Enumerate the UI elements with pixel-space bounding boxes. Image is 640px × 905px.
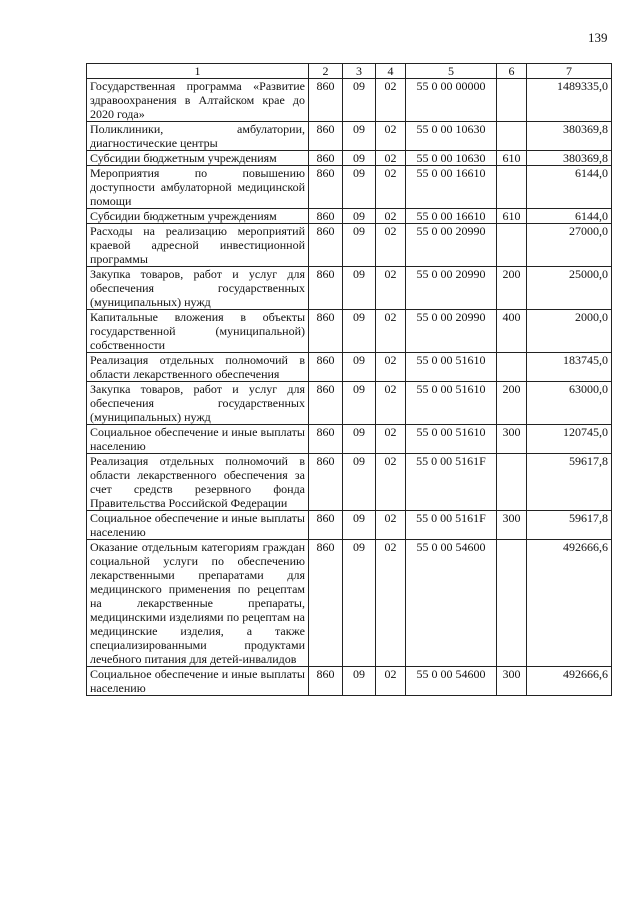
target-article-code: 55 0 00 20990 bbox=[406, 310, 497, 353]
target-article-code: 55 0 00 16610 bbox=[406, 209, 497, 224]
department-code: 860 bbox=[309, 425, 343, 454]
target-article-code: 55 0 00 10630 bbox=[406, 151, 497, 166]
subsection-code: 02 bbox=[376, 511, 406, 540]
target-article-code: 55 0 00 51610 bbox=[406, 382, 497, 425]
section-code: 09 bbox=[343, 540, 376, 667]
expense-type-code: 300 bbox=[497, 667, 527, 696]
amount: 63000,0 bbox=[527, 382, 612, 425]
table-row bbox=[87, 79, 612, 122]
expense-name: Реализация отдельных полномочий в области лекарственного обеспечения за счет средств резервного фонда Правительства Российской Федерации bbox=[87, 454, 309, 511]
section-code: 09 bbox=[343, 511, 376, 540]
expense-type-code: 610 bbox=[497, 151, 527, 166]
expense-name: Социальное обеспечение и иные выплаты населению bbox=[87, 667, 309, 696]
amount: 6144,0 bbox=[527, 166, 612, 209]
header-cell: 3 bbox=[343, 64, 376, 79]
target-article-code: 55 0 00 20990 bbox=[406, 267, 497, 310]
expense-name: Закупка товаров, работ и услуг для обеспечения государственных (муниципальных) нужд bbox=[87, 382, 309, 425]
expense-name: Поликлиники, амбулатории, диагностические центры bbox=[87, 122, 309, 151]
target-article-code: 55 0 00 00000 bbox=[406, 79, 497, 122]
amount: 1489335,0 bbox=[527, 79, 612, 122]
expense-name: Государственная программа «Развитие здравоохранения в Алтайском крае до 2020 года» bbox=[87, 79, 309, 122]
section-code: 09 bbox=[343, 224, 376, 267]
amount: 6144,0 bbox=[527, 209, 612, 224]
table-row bbox=[87, 511, 612, 540]
header-cell: 5 bbox=[406, 64, 497, 79]
subsection-code: 02 bbox=[376, 667, 406, 696]
expense-type-code: 300 bbox=[497, 425, 527, 454]
expense-type-code bbox=[497, 79, 527, 122]
expense-name: Социальное обеспечение и иные выплаты населению bbox=[87, 425, 309, 454]
table-row bbox=[87, 353, 612, 382]
subsection-code: 02 bbox=[376, 79, 406, 122]
table-row bbox=[87, 151, 612, 166]
header-cell: 2 bbox=[309, 64, 343, 79]
section-code: 09 bbox=[343, 425, 376, 454]
section-code: 09 bbox=[343, 209, 376, 224]
expense-type-code bbox=[497, 454, 527, 511]
department-code: 860 bbox=[309, 166, 343, 209]
subsection-code: 02 bbox=[376, 540, 406, 667]
expense-type-code bbox=[497, 224, 527, 267]
expense-name: Субсидии бюджетным учреждениям bbox=[87, 209, 309, 224]
subsection-code: 02 bbox=[376, 122, 406, 151]
department-code: 860 bbox=[309, 382, 343, 425]
expense-name: Закупка товаров, работ и услуг для обеспечения государственных (муниципальных) нужд bbox=[87, 267, 309, 310]
target-article-code: 55 0 00 51610 bbox=[406, 353, 497, 382]
section-code: 09 bbox=[343, 267, 376, 310]
expense-name: Капитальные вложения в объекты государственной (муниципальной) собственности bbox=[87, 310, 309, 353]
amount: 492666,6 bbox=[527, 667, 612, 696]
subsection-code: 02 bbox=[376, 382, 406, 425]
department-code: 860 bbox=[309, 310, 343, 353]
section-code: 09 bbox=[343, 122, 376, 151]
subsection-code: 02 bbox=[376, 425, 406, 454]
department-code: 860 bbox=[309, 151, 343, 166]
subsection-code: 02 bbox=[376, 310, 406, 353]
target-article-code: 55 0 00 54600 bbox=[406, 540, 497, 667]
expense-type-code: 200 bbox=[497, 267, 527, 310]
header-row bbox=[87, 64, 612, 79]
subsection-code: 02 bbox=[376, 267, 406, 310]
target-article-code: 55 0 00 20990 bbox=[406, 224, 497, 267]
expense-type-code bbox=[497, 166, 527, 209]
expense-type-code bbox=[497, 540, 527, 667]
section-code: 09 bbox=[343, 667, 376, 696]
table-row bbox=[87, 425, 612, 454]
amount: 2000,0 bbox=[527, 310, 612, 353]
amount: 120745,0 bbox=[527, 425, 612, 454]
amount: 25000,0 bbox=[527, 267, 612, 310]
amount: 183745,0 bbox=[527, 353, 612, 382]
expense-type-code: 200 bbox=[497, 382, 527, 425]
target-article-code: 55 0 00 51610 bbox=[406, 425, 497, 454]
expense-name: Мероприятия по повышению доступности амбулаторной медицинской помощи bbox=[87, 166, 309, 209]
subsection-code: 02 bbox=[376, 353, 406, 382]
section-code: 09 bbox=[343, 382, 376, 425]
section-code: 09 bbox=[343, 454, 376, 511]
table-row bbox=[87, 267, 612, 310]
department-code: 860 bbox=[309, 79, 343, 122]
amount: 380369,8 bbox=[527, 122, 612, 151]
department-code: 860 bbox=[309, 667, 343, 696]
target-article-code: 55 0 00 5161F bbox=[406, 454, 497, 511]
department-code: 860 bbox=[309, 353, 343, 382]
table-row bbox=[87, 224, 612, 267]
expense-type-code: 400 bbox=[497, 310, 527, 353]
department-code: 860 bbox=[309, 122, 343, 151]
expense-type-code bbox=[497, 353, 527, 382]
amount: 27000,0 bbox=[527, 224, 612, 267]
table-row bbox=[87, 382, 612, 425]
expense-type-code: 610 bbox=[497, 209, 527, 224]
target-article-code: 55 0 00 54600 bbox=[406, 667, 497, 696]
target-article-code: 55 0 00 5161F bbox=[406, 511, 497, 540]
expense-name: Социальное обеспечение и иные выплаты населению bbox=[87, 511, 309, 540]
target-article-code: 55 0 00 10630 bbox=[406, 122, 497, 151]
expense-name: Реализация отдельных полномочий в области лекарственного обеспечения bbox=[87, 353, 309, 382]
table-row bbox=[87, 667, 612, 696]
header-cell: 7 bbox=[527, 64, 612, 79]
department-code: 860 bbox=[309, 454, 343, 511]
amount: 380369,8 bbox=[527, 151, 612, 166]
amount: 59617,8 bbox=[527, 511, 612, 540]
subsection-code: 02 bbox=[376, 454, 406, 511]
section-code: 09 bbox=[343, 79, 376, 122]
table-row bbox=[87, 166, 612, 209]
table-row bbox=[87, 454, 612, 511]
table-row bbox=[87, 540, 612, 667]
table-row bbox=[87, 310, 612, 353]
expense-name: Расходы на реализацию мероприятий краевой адресной инвестиционной программы bbox=[87, 224, 309, 267]
subsection-code: 02 bbox=[376, 166, 406, 209]
expense-type-code bbox=[497, 122, 527, 151]
amount: 59617,8 bbox=[527, 454, 612, 511]
department-code: 860 bbox=[309, 540, 343, 667]
section-code: 09 bbox=[343, 310, 376, 353]
department-code: 860 bbox=[309, 511, 343, 540]
table-row bbox=[87, 209, 612, 224]
budget-table bbox=[86, 63, 612, 696]
header-cell: 4 bbox=[376, 64, 406, 79]
header-cell: 6 bbox=[497, 64, 527, 79]
subsection-code: 02 bbox=[376, 224, 406, 267]
table-row bbox=[87, 122, 612, 151]
subsection-code: 02 bbox=[376, 151, 406, 166]
expense-type-code: 300 bbox=[497, 511, 527, 540]
department-code: 860 bbox=[309, 267, 343, 310]
page-number: 139 bbox=[588, 30, 608, 45]
department-code: 860 bbox=[309, 224, 343, 267]
department-code: 860 bbox=[309, 209, 343, 224]
target-article-code: 55 0 00 16610 bbox=[406, 166, 497, 209]
expense-name: Оказание отдельным категориям граждан социальной услуги по обеспечению лекарственными препаратами для медицинского применения по рецептам на лекарственные препараты, медицинскими изделиями по рецептам на медицинские изделия, а также специализированными продуктами лечебного питания для детей-инвалидов bbox=[87, 540, 309, 667]
amount: 492666,6 bbox=[527, 540, 612, 667]
section-code: 09 bbox=[343, 353, 376, 382]
expense-name: Субсидии бюджетным учреждениям bbox=[87, 151, 309, 166]
subsection-code: 02 bbox=[376, 209, 406, 224]
section-code: 09 bbox=[343, 166, 376, 209]
header-cell: 1 bbox=[87, 64, 309, 79]
section-code: 09 bbox=[343, 151, 376, 166]
